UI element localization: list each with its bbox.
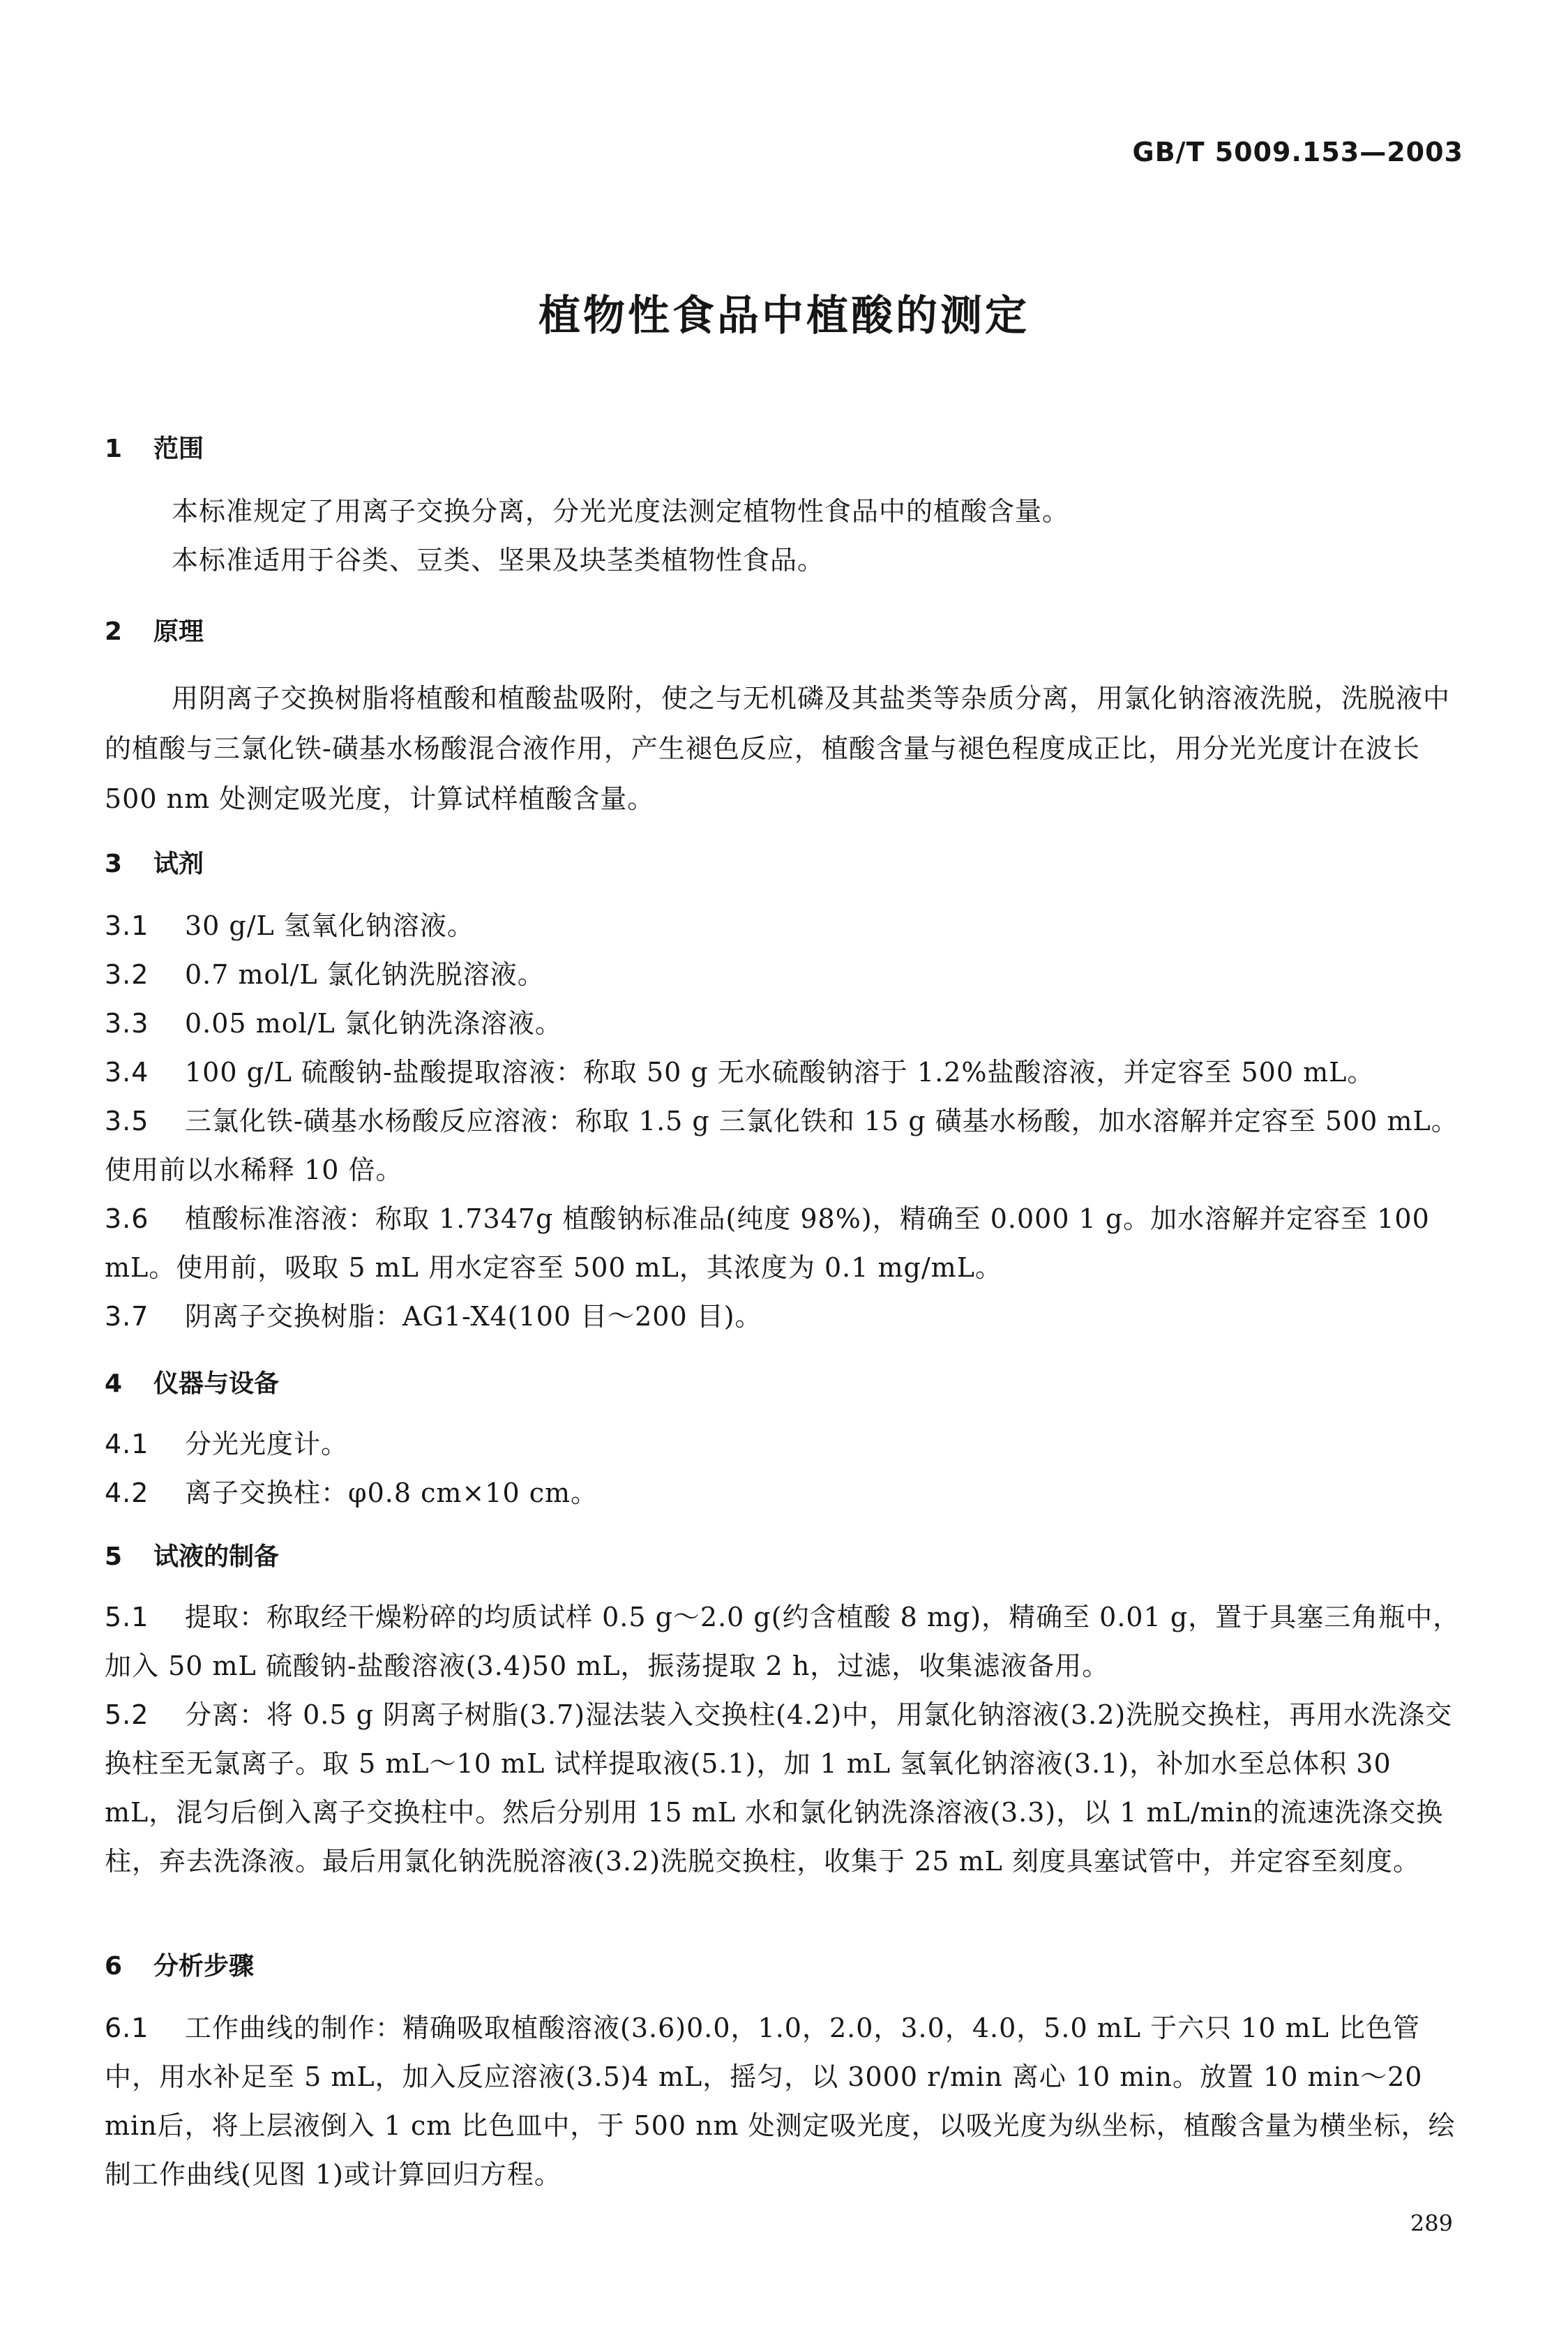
section-heading-6 [105,1946,254,1982]
item-number: 6.1 [105,2013,149,2043]
section-heading-1 [105,429,204,465]
list-item [105,2004,1468,2199]
item-number: 3.6 [105,1203,149,1234]
item-number: 3.2 [105,959,149,990]
section-number: 6 [105,1952,123,1981]
paragraph: 本标准规定了用离子交换分离，分光光度法测定植物性食品中的植酸含量。 [172,496,1070,527]
section-heading-3 [105,844,204,880]
item-text: 分离：将 0.5 g 阴离子树脂(3.7)湿法装入交换柱(4.2)中，用氯化钠溶液(3.2)洗脱交换柱，再用水洗涤交换柱至无氯离子。取 5 mL～10 mL 试样提取液(5.1)，加 1 mL 氢氧化钠溶液(3.1)，补加水至总体积 30 mL，混匀后倒入离子交换柱中。然后分别用 15 mL 水和氯化钠洗涤溶液(3.3)，以 1 mL/min的流速洗涤交换柱，弃去洗涤液。最后用氯化钠洗脱溶液(3.2)洗脱交换柱，收集于 25 mL 刻度具塞试管中，并定容至刻度。 [105,1699,1453,1877]
item-text: 离子交换柱：φ0.8 cm×10 cm。 [185,1478,598,1508]
section-title: 原理 [153,617,204,646]
item-text: 0.05 mol/L 氯化钠洗涤溶液。 [185,1008,562,1039]
section-number: 1 [105,435,123,463]
section-title: 范围 [153,435,204,463]
section-title: 仪器与设备 [153,1369,280,1398]
paragraph: 本标准适用于谷类、豆类、坚果及块茎类植物性食品。 [172,545,825,576]
list-item [105,1097,1468,1194]
item-text: 三氯化铁-磺基水杨酸反应溶液：称取 1.5 g 三氯化铁和 15 g 磺基水杨酸，加水溶解并定容至 500 mL。使用前以水稀释 10 倍。 [105,1106,1458,1185]
item-text: 30 g/L 氢氧化钠溶液。 [185,910,474,941]
item-number: 3.3 [105,1008,149,1039]
item-text: 100 g/L 硫酸钠-盐酸提取溶液：称取 50 g 无水硫酸钠溶于 1.2%盐酸溶液，并定容至 500 mL。 [185,1057,1375,1088]
item-text: 工作曲线的制作：精确吸取植酸溶液(3.6)0.0，1.0，2.0，3.0，4.0，5.0 mL 于六只 10 mL 比色管中，用水补足至 5 mL，加入反应溶液(3.5)4 mL，摇匀，以 3000 r/min 离心 10 min。放置 10 min～20 min后，将上层液倒入 1 cm 比色皿中，于 500 nm 处测定吸光度，以吸光度为纵坐标，植酸含量为横坐标，绘制工作曲线(见图 1)或计算回归方程。 [105,2013,1456,2190]
section-number: 5 [105,1542,123,1571]
section-number: 4 [105,1369,123,1398]
item-text: 提取：称取经干燥粉碎的均质试样 0.5 g～2.0 g(约含植酸 8 mg)，精确至 0.01 g，置于具塞三角瓶中，加入 50 mL 硫酸钠-盐酸溶液(3.4)50 mL，振荡提取 2 h，过滤，收集滤液备用。 [105,1602,1461,1681]
list-item [105,950,1468,999]
document-title: 植物性食品中植酸的测定 [538,292,1030,340]
item-number: 3.5 [105,1106,149,1136]
item-number: 5.1 [105,1602,149,1632]
list-item [105,1194,1468,1292]
list-item [105,1593,1468,1690]
page-number: 289 [1410,2210,1453,2237]
list-item [105,1420,1468,1468]
list-item [105,1690,1468,1886]
list-item [105,901,1468,950]
section-number: 2 [105,617,123,646]
list-item [105,999,1468,1048]
item-number: 3.7 [105,1301,149,1332]
item-number: 5.2 [105,1699,149,1730]
item-text: 阴离子交换树脂：AG1-X4(100 目～200 目)。 [185,1301,762,1332]
item-number: 4.2 [105,1478,149,1508]
section-heading-5 [105,1537,279,1572]
item-text: 0.7 mol/L 氯化钠洗脱溶液。 [185,959,545,990]
section-title: 分析步骤 [153,1952,255,1981]
section-number: 3 [105,850,123,878]
item-text: 植酸标准溶液：称取 1.7347g 植酸钠标准品(纯度 98%)，精确至 0.000 1 g。加水溶解并定容至 100 mL。使用前，吸取 5 mL 用水定容至 500 mL，其浓度为 0.1 mg/mL。 [105,1203,1430,1283]
list-item [105,1048,1468,1097]
item-number: 3.1 [105,910,149,941]
section-title: 试液的制备 [153,1542,280,1571]
paragraph: 用阴离子交换树脂将植酸和植酸盐吸附，使之与无机磷及其盐类等杂质分离，用氯化钠溶液洗脱，洗脱液中的植酸与三氯化铁-磺基水杨酸混合液作用，产生褪色反应，植酸含量与褪色程度成正比，用分光光度计在波长 500 nm 处测定吸光度，计算试样植酸含量。 [105,683,1451,814]
item-number: 3.4 [105,1057,149,1088]
list-item [105,1292,1468,1341]
standard-number: GB/T 5009.153—2003 [1132,137,1463,167]
item-number: 4.1 [105,1429,149,1459]
section-heading-4 [105,1364,279,1399]
item-text: 分光光度计。 [185,1429,349,1459]
section-heading-2 [105,612,204,647]
section-title: 试剂 [153,850,204,878]
list-item [105,1468,1468,1517]
